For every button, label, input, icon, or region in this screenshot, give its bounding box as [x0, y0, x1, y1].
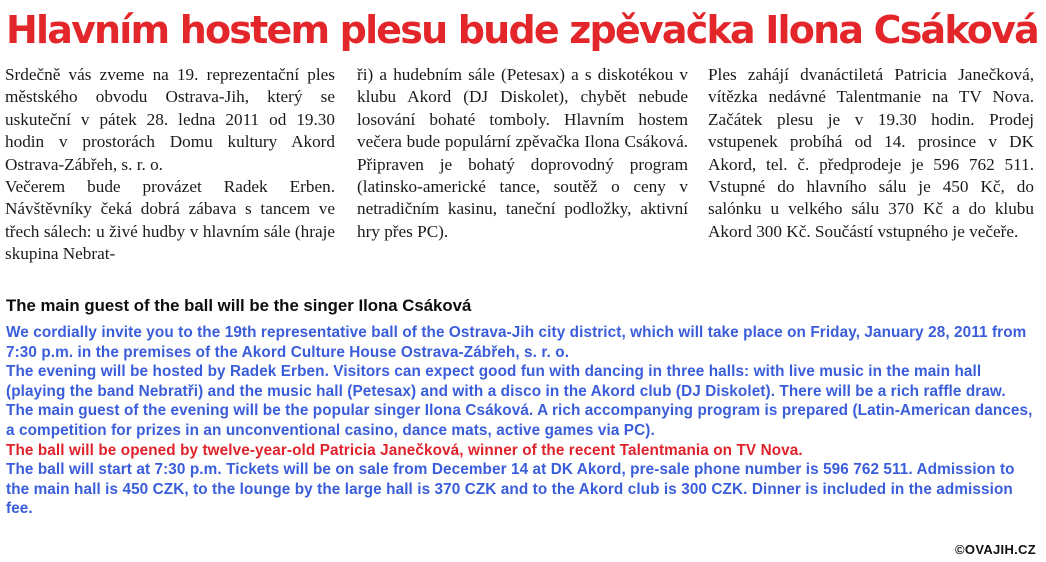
source-credit: ©OVAJIH.CZ	[955, 542, 1036, 557]
translation-paragraph-5: The ball will start at 7:30 p.m. Tickets will be on sale from December 14 at DK Akord, pre-sale phone number is 596 762 511. Admission to the main hall is 450 CZK, to the lounge by the large hall is 370 CZK and to the Akord club is 300 CZK. Dinner is included in the admission fee.	[6, 461, 1015, 518]
column-2-paragraph-1: ři) a hudebním sále (Petesax) a s diskotékou v klubu Akord (DJ Diskolet), chybět nebude losování bohaté tomboly. Hlavním hostem večera bude populární zpěvačka Ilona Csáková. Připraven je bohatý doprovodný program (latinsko-americké tance, soutěž o ceny v netradičním kasinu, taneční podložky, aktivní hry přes PC).	[357, 65, 688, 241]
article-column-2	[357, 64, 688, 243]
article-column-1	[5, 64, 335, 266]
translation-paragraph-2: The evening will be hosted by Radek Erben. Visitors can expect good fun with dancing in three halls: with live music in the main hall (playing the band Nebratři) and the music hall (Petesax) and with a disco in the Akord club (DJ Diskolet). There will be a rich raffle draw.	[6, 363, 1006, 400]
article-column-3	[708, 64, 1034, 243]
headline: Hlavním hostem plesu bude zpěvačka Ilona Csáková	[6, 8, 1038, 52]
column-3-paragraph-1: Ples zahájí dvanáctiletá Patricia Janečková, vítězka nedávné Talentmanie na TV Nova. Začátek plesu je v 19.30 hodin. Prodej vstupenek probíhá od 14. prosince v DK Akord, tel. č. předprodeje je 596 762 511. Vstupné do hlavního sálu je 450 Kč, do salónku u velkého sálu 370 Kč a do klubu Akord 300 Kč. Součástí vstupného je večeře.	[708, 65, 1034, 241]
translation-body	[6, 323, 1042, 519]
translation-title: The main guest of the ball will be the singer Ilona Csáková	[6, 296, 472, 315]
translation-paragraph-1: We cordially invite you to the 19th representative ball of the Ostrava-Jih city district, which will take place on Friday, January 28, 2011 from 7:30 p.m. in the premises of the Akord Culture House Ostrava-Zábřeh, s. r. o.	[6, 324, 1027, 361]
column-1-paragraph-1: Srdečně vás zveme na 19. reprezentační ples městského obvodu Ostrava-Jih, který se uskuteční v pátek 28. ledna 2011 od 19.30 hodin v prostorách Domu kultury Akord Ostrava-Zábřeh, s. r. o.	[5, 65, 335, 174]
column-1-paragraph-2: Večerem bude provázet Radek Erben. Návštěvníky čeká dobrá zábava s tancem ve třech sálech: u živé hudby v hlavním sále (hraje skupina Nebrat-	[5, 177, 335, 264]
translation-paragraph-4: The ball will be opened by twelve-year-old Patricia Janečková, winner of the recent Talentmania on TV Nova.	[6, 441, 803, 459]
translation-paragraph-3: The main guest of the evening will be the popular singer Ilona Csáková. A rich accompanying program is prepared (Latin-American dances, a competition for prizes in an unconventional casino, dance mats, active games via PC).	[6, 402, 1033, 439]
